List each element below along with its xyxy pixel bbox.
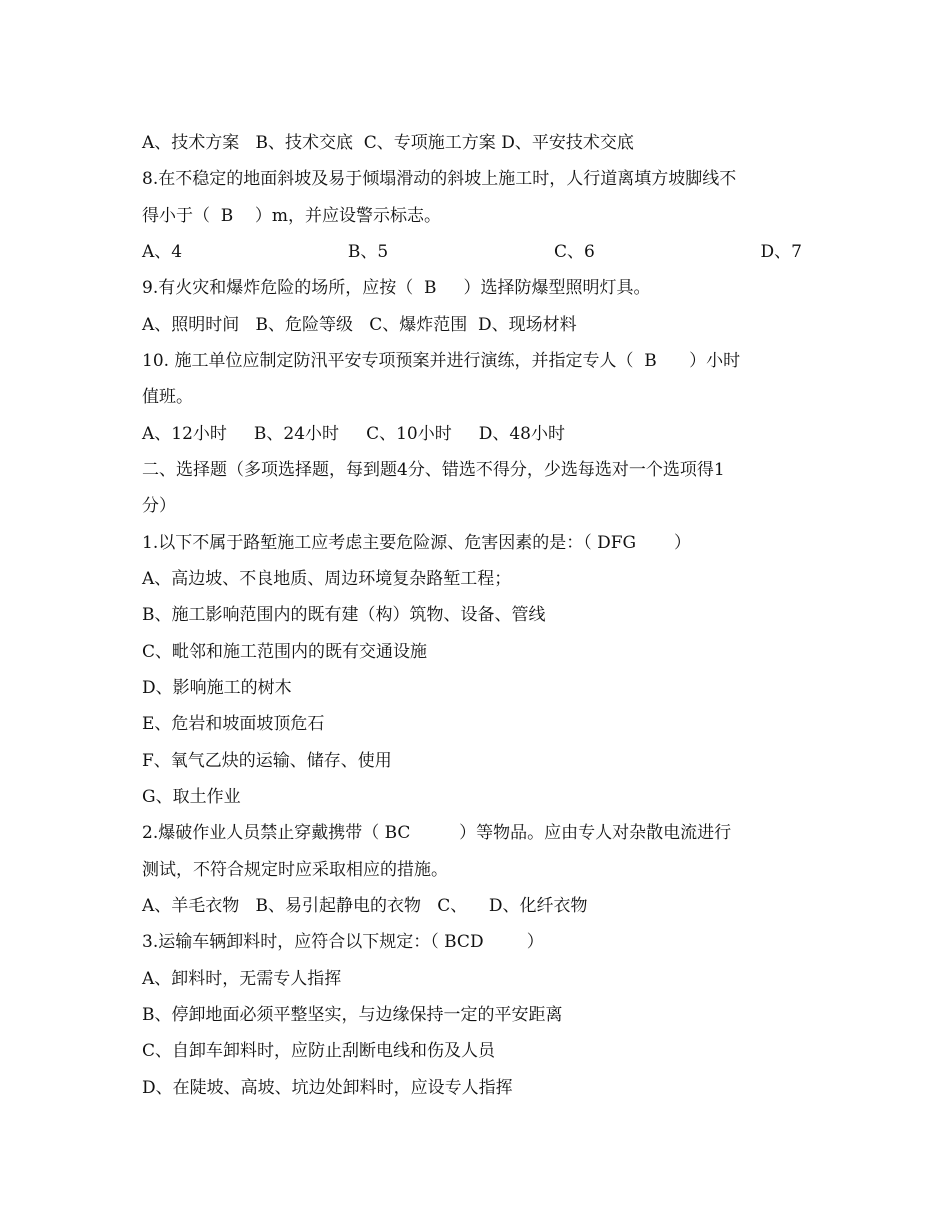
mq1-stem: 1.以下不属于路堑施工应考虑主要危险源、危害因素的是：（ DFG ）	[142, 533, 691, 553]
mq3-option-d: D、在陡坡、高坡、坑边处卸料时，应设专人指挥	[142, 1078, 513, 1098]
mq2-options: A、羊毛衣物 B、易引起静电的衣物 C、 D、化纤衣物	[142, 896, 588, 916]
q8-options	[142, 241, 802, 263]
q9-stem: 9.有火灾和爆炸危险的场所，应按（ B ）选择防爆型照明灯具。	[142, 278, 651, 298]
q8-option-b: B、5	[347, 242, 389, 262]
mq1-option-c: C、毗邻和施工范围内的既有交通设施	[142, 642, 428, 662]
q10-stem-line-2: 值班。	[142, 387, 193, 407]
mq1-option-g: G、取土作业	[142, 787, 241, 807]
q8-stem-line-2: 得小于（ B ）m，并应设警示标志。	[142, 206, 442, 226]
section-two-heading-line-2: 分）	[142, 496, 176, 516]
q8-stem-line-1: 8.在不稳定的地面斜坡及易于倾塌滑动的斜坡上施工时，人行道离填方坡脚线不	[142, 169, 737, 189]
mq1-option-d: D、影响施工的树木	[142, 678, 292, 698]
q7-options: A、技术方案 B、技术交底 C、专项施工方案 D、平安技术交底	[142, 133, 634, 153]
mq2-stem-line-1: 2.爆破作业人员禁止穿戴携带（ BC ）等物品。应由专人对杂散电流进行	[142, 823, 732, 843]
q8-option-c: C、6	[553, 242, 595, 262]
q10-stem-line-1: 10. 施工单位应制定防汛平安专项预案并进行演练，并指定专人（ B ）小时	[142, 351, 741, 371]
q8-option-d: D、7	[760, 242, 802, 262]
section-two-heading-line-1: 二、选择题（多项选择题，每到题4分、错选不得分，少选每选对一个选项得1	[142, 460, 725, 480]
mq1-option-f: F、氧气乙炔的运输、储存、使用	[142, 751, 392, 771]
q10-options: A、12小时 B、24小时 C、10小时 D、48小时	[142, 424, 565, 444]
mq3-option-b: B、停卸地面必须平整坚实，与边缘保持一定的平安距离	[142, 1005, 563, 1025]
q8-option-a: A、4	[142, 242, 183, 262]
mq3-option-c: C、自卸车卸料时，应防止刮断电线和伤及人员	[142, 1041, 496, 1061]
q9-options: A、照明时间 B、危险等级 C、爆炸范围 D、现场材料	[142, 315, 577, 335]
mq2-stem-line-2: 测试，不符合规定时应采取相应的措施。	[142, 860, 448, 880]
mq3-stem: 3.运输车辆卸料时，应符合以下规定：（ BCD ）	[142, 932, 544, 952]
mq1-option-b: B、施工影响范围内的既有建（构）筑物、设备、管线	[142, 605, 546, 625]
mq1-option-a: A、高边坡、不良地质、周边环境复杂路堑工程；	[142, 569, 512, 589]
mq1-option-e: E、危岩和坡面坡顶危石	[142, 714, 325, 734]
mq3-option-a: A、卸料时，无需专人指挥	[142, 969, 342, 989]
